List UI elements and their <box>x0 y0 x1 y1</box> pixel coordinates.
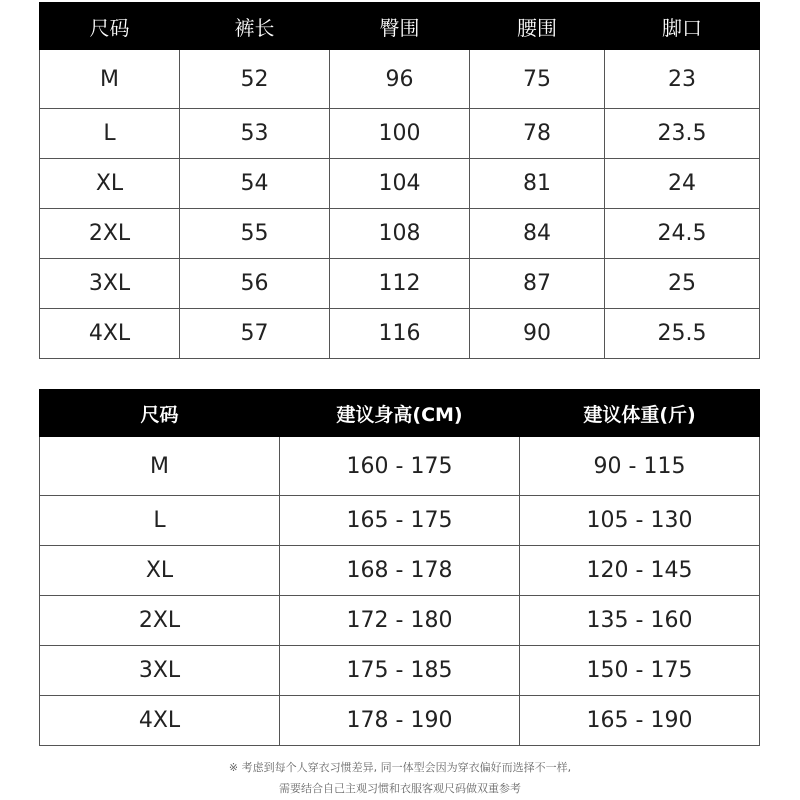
cell-hip: 108 <box>330 209 470 259</box>
header-size: 尺码 <box>40 3 180 50</box>
cell-hem: 25.5 <box>605 309 760 359</box>
cell-size: 2XL <box>40 209 180 259</box>
cell-waist: 75 <box>470 50 605 109</box>
cell-size: 3XL <box>40 646 280 696</box>
header-size: 尺码 <box>40 390 280 437</box>
table-row <box>40 496 760 546</box>
cell-height: 172 - 180 <box>280 596 520 646</box>
cell-weight: 165 - 190 <box>520 696 760 746</box>
cell-height: 178 - 190 <box>280 696 520 746</box>
cell-length: 57 <box>180 309 330 359</box>
header-hem: 脚口 <box>605 3 760 50</box>
cell-hem: 25 <box>605 259 760 309</box>
table-header-row <box>40 3 760 50</box>
cell-size: M <box>40 437 280 496</box>
cell-waist: 78 <box>470 109 605 159</box>
table-row <box>40 309 760 359</box>
table-row <box>40 596 760 646</box>
pants-size-table <box>39 2 760 359</box>
cell-height: 165 - 175 <box>280 496 520 546</box>
header-length: 裤长 <box>180 3 330 50</box>
cell-weight: 90 - 115 <box>520 437 760 496</box>
cell-hem: 23 <box>605 50 760 109</box>
cell-hip: 100 <box>330 109 470 159</box>
table-row <box>40 159 760 209</box>
cell-size: L <box>40 496 280 546</box>
table-row <box>40 546 760 596</box>
cell-size: 3XL <box>40 259 180 309</box>
table-row <box>40 259 760 309</box>
cell-size: 4XL <box>40 696 280 746</box>
cell-waist: 90 <box>470 309 605 359</box>
size-note-line-1: ※ 考虑到每个人穿衣习惯差异, 同一体型会因为穿衣偏好而选择不一样, <box>228 761 572 774</box>
cell-weight: 120 - 145 <box>520 546 760 596</box>
cell-hem: 23.5 <box>605 109 760 159</box>
cell-hem: 24.5 <box>605 209 760 259</box>
cell-weight: 150 - 175 <box>520 646 760 696</box>
cell-length: 54 <box>180 159 330 209</box>
cell-hip: 96 <box>330 50 470 109</box>
table-row <box>40 696 760 746</box>
header-weight: 建议体重(斤) <box>520 390 760 437</box>
header-hip: 臀围 <box>330 3 470 50</box>
cell-weight: 135 - 160 <box>520 596 760 646</box>
cell-height: 175 - 185 <box>280 646 520 696</box>
cell-length: 52 <box>180 50 330 109</box>
cell-height: 168 - 178 <box>280 546 520 596</box>
cell-size: XL <box>40 159 180 209</box>
table-row <box>40 646 760 696</box>
cell-waist: 87 <box>470 259 605 309</box>
cell-height: 160 - 175 <box>280 437 520 496</box>
recommend-size-table <box>39 389 760 746</box>
cell-weight: 105 - 130 <box>520 496 760 546</box>
cell-waist: 84 <box>470 209 605 259</box>
cell-size: M <box>40 50 180 109</box>
cell-hip: 116 <box>330 309 470 359</box>
cell-length: 56 <box>180 259 330 309</box>
size-note-line-2: 需要结合自己主观习惯和衣服客观尺码做双重参考 <box>279 782 521 795</box>
cell-size: L <box>40 109 180 159</box>
cell-hip: 104 <box>330 159 470 209</box>
cell-waist: 81 <box>470 159 605 209</box>
table-row <box>40 50 760 109</box>
table-row <box>40 109 760 159</box>
cell-hem: 24 <box>605 159 760 209</box>
cell-size: XL <box>40 546 280 596</box>
table-header-row <box>40 390 760 437</box>
table-row <box>40 209 760 259</box>
cell-size: 4XL <box>40 309 180 359</box>
cell-length: 55 <box>180 209 330 259</box>
cell-size: 2XL <box>40 596 280 646</box>
header-height: 建议身高(CM) <box>280 390 520 437</box>
cell-hip: 112 <box>330 259 470 309</box>
cell-length: 53 <box>180 109 330 159</box>
header-waist: 腰围 <box>470 3 605 50</box>
table-row <box>40 437 760 496</box>
